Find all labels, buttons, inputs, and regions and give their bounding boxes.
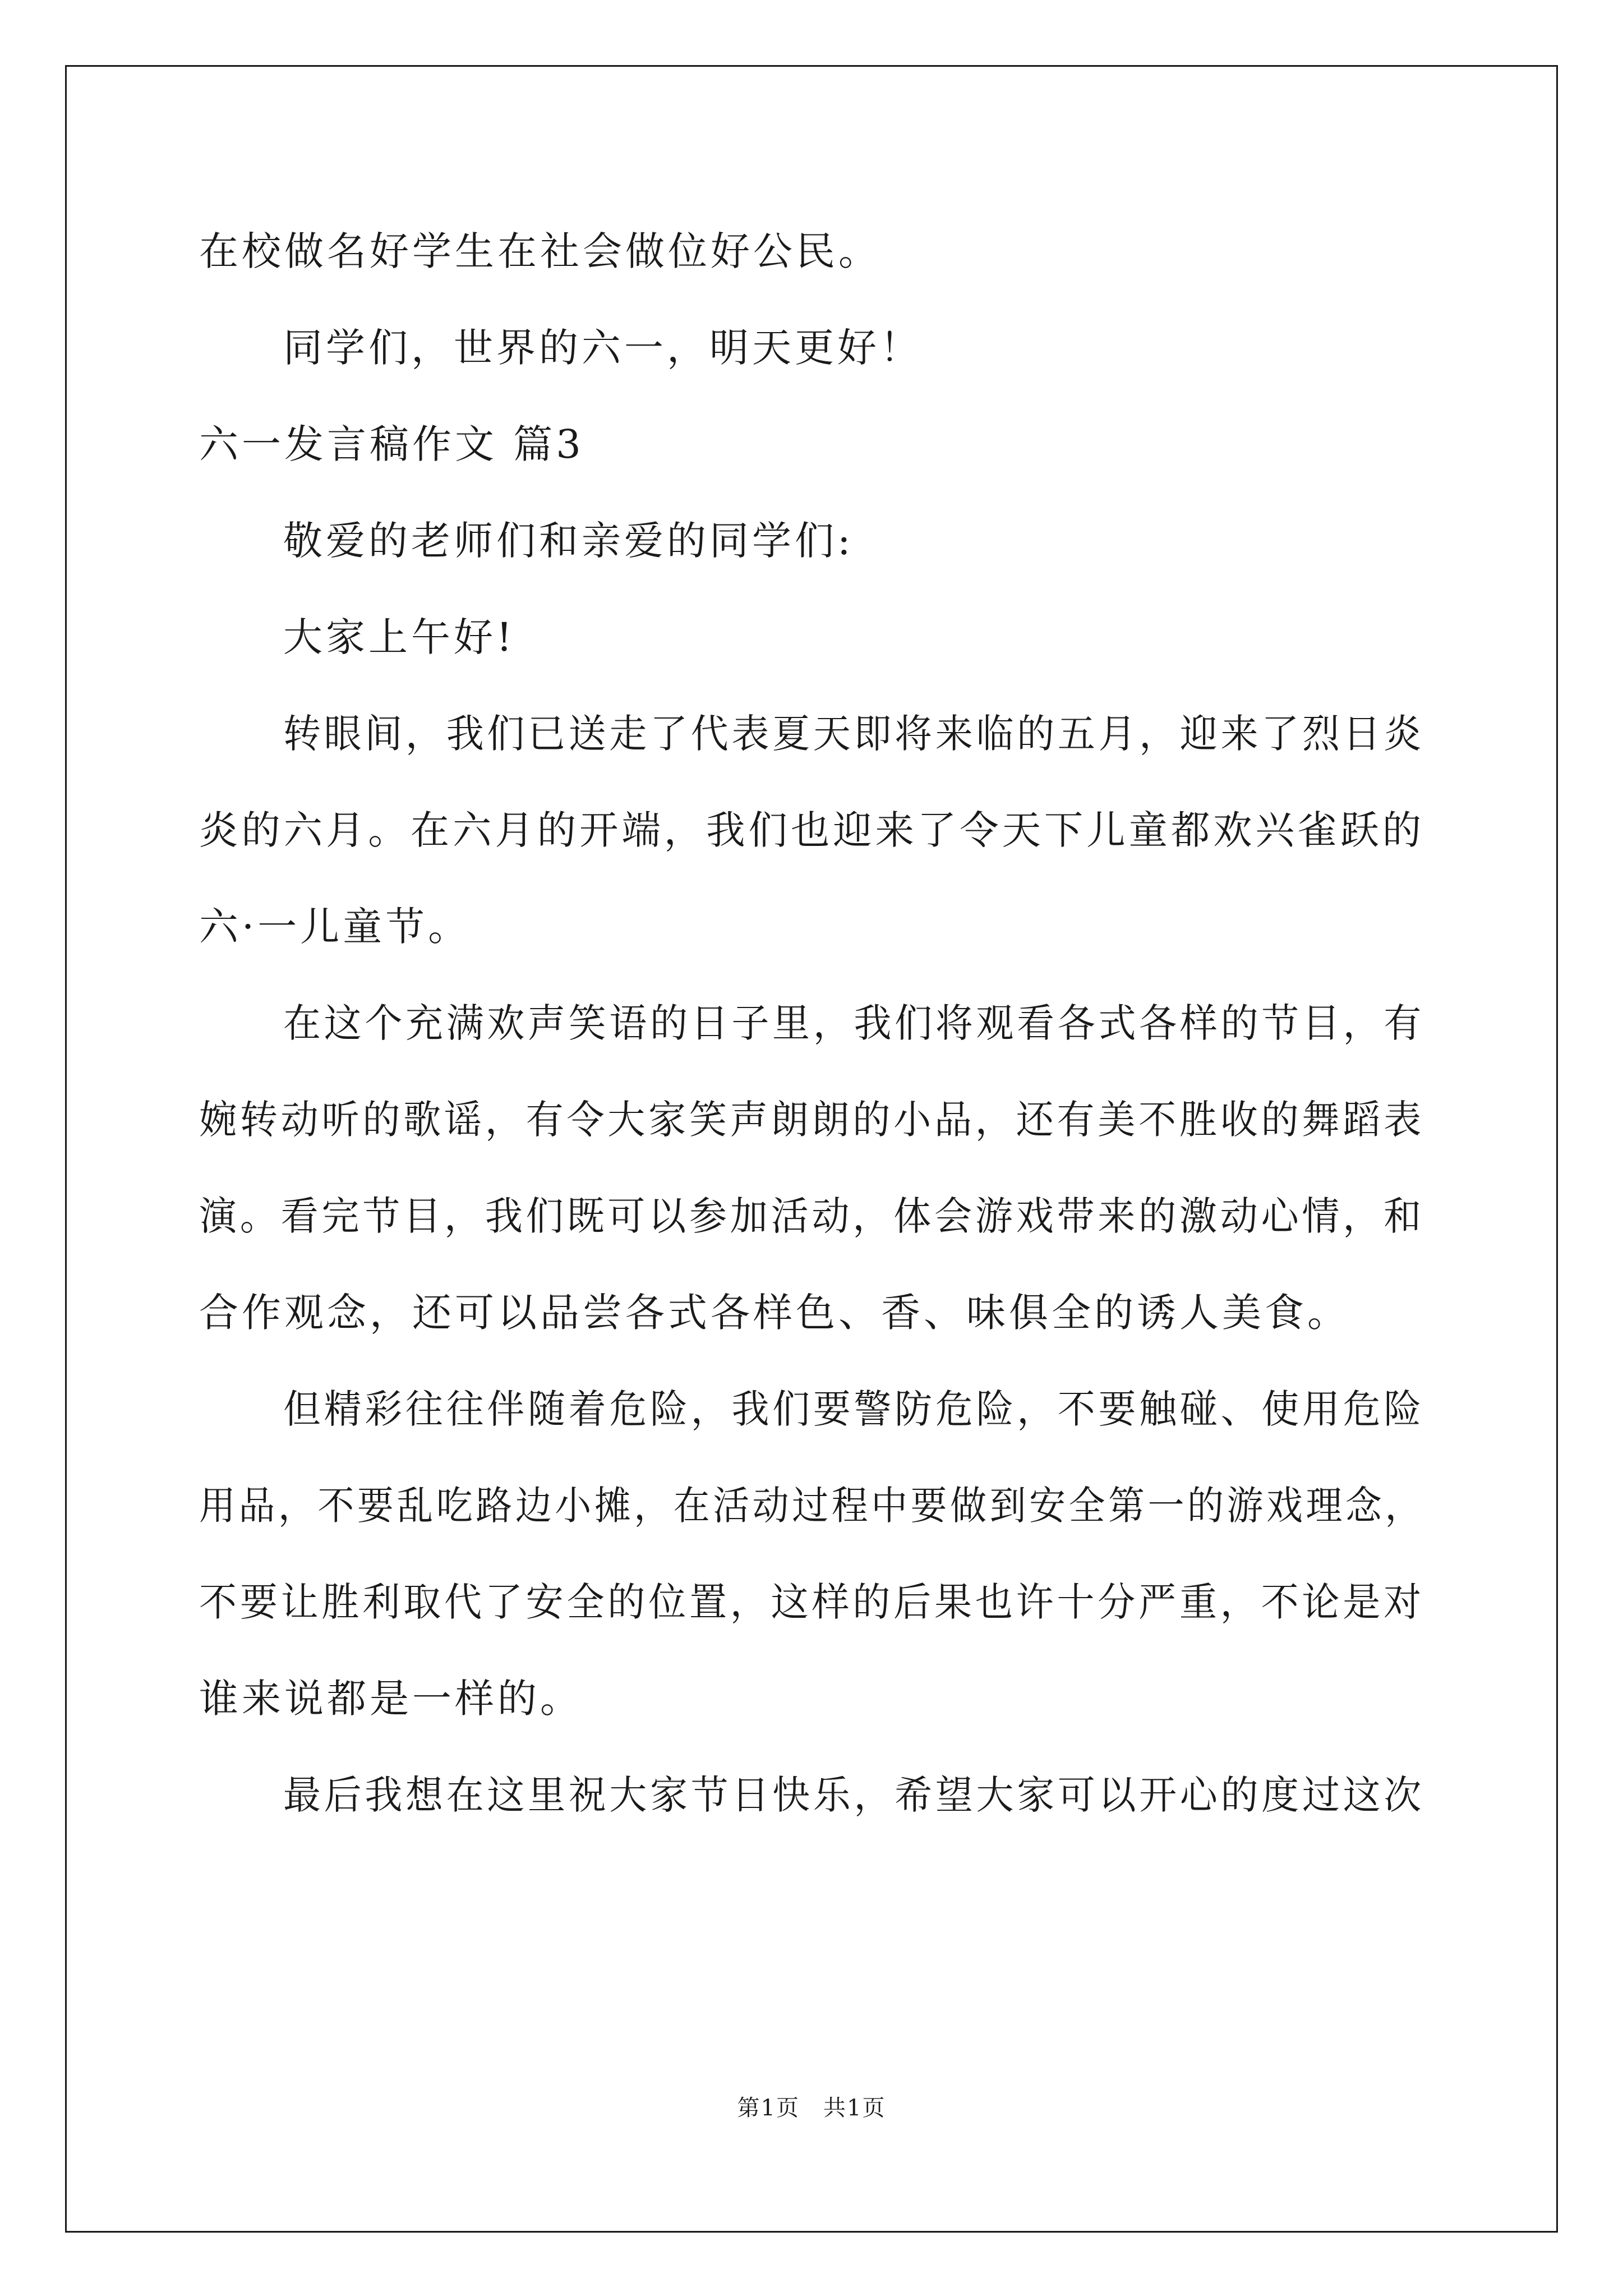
text-line: 谁来说都是一样的。 — [199, 1676, 583, 1722]
text-line: 炎的六月。在六月的开端，我们也迎来了令天下儿童都欢兴雀跃的 — [199, 807, 1425, 853]
text-line: 演。看完节目，我们既可以参加活动，体会游戏带来的激动心情，和 — [199, 1193, 1424, 1239]
text-line: 但精彩往往伴随着危险，我们要警防危险，不要触碰、使用危险 — [283, 1386, 1425, 1432]
text-line: 在这个充满欢声笑语的日子里，我们将观看各式各样的节目，有 — [283, 1000, 1425, 1046]
text-line: 合作观念，还可以品尝各式各样色、香、味俱全的诱人美食。 — [199, 1290, 1350, 1336]
text-line: 敬爱的老师们和亲爱的同学们: — [283, 518, 854, 564]
text-line: 在校做名好学生在社会做位好公民。 — [199, 228, 881, 274]
text-line: 最后我想在这里祝大家节日快乐，希望大家可以开心的度过这次 — [283, 1772, 1425, 1818]
page-border — [65, 65, 1558, 2233]
text-line: 大家上午好! — [283, 614, 516, 660]
page-footer: 第1页 共1页 — [737, 2095, 886, 2121]
text-line: 同学们，世界的六一，明天更好！ — [283, 325, 923, 371]
section-heading: 六一发言稿作文 篇3 — [199, 421, 584, 467]
text-line: 用品，不要乱吃路边小摊，在活动过程中要做到安全第一的游戏理念， — [199, 1483, 1424, 1529]
text-line: 六·一儿童节。 — [199, 904, 471, 950]
text-line: 婉转动听的歌谣，有令大家笑声朗朗的小品，还有美不胜收的舞蹈表 — [199, 1097, 1424, 1143]
text-line: 不要让胜利取代了安全的位置，这样的后果也许十分严重，不论是对 — [199, 1579, 1424, 1625]
text-line: 转眼间，我们已送走了代表夏天即将来临的五月，迎来了烈日炎 — [283, 711, 1425, 757]
